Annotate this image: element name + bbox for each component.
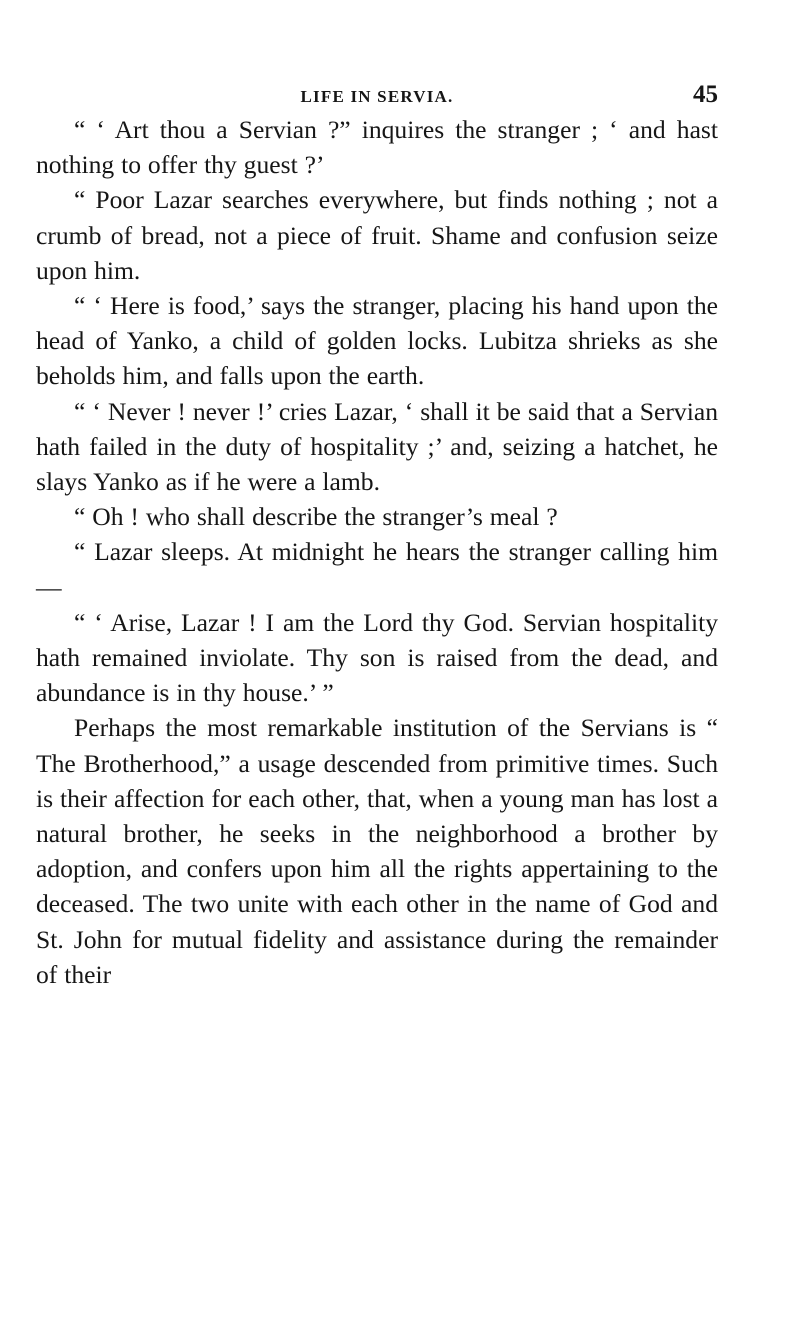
running-title: LIFE IN SERVIA. [300,87,454,106]
paragraph: Perhaps the most remarkable institution of the Servians is “ The Brotherhood,” a usage descended from primitive times. Such is their affection for each other, that, when a young man has lost a natural brother, he seeks in the neighborhood a brother by adoption, and confers upon him all the rights appertaining to the deceased. The two unite with each other in the name of God and St. John for mutual fidelity and assistance during the remainder of their [36,713,718,989]
paragraph: “ Lazar sleeps. At midnight he hears the stranger calling him— [36,537,718,602]
book-page [36,0,718,989]
paragraph: “ ‘ Never ! never !’ cries Lazar, ‘ shall it be said that a Servian hath failed in the duty of hospitality ;’ and, seizing a hatchet, he slays Yanko as if he were a lamb. [36,396,718,497]
paragraph: “ Oh ! who shall describe the stranger’s meal ? [74,502,558,532]
paragraph: “ ‘ Here is food,’ says the stranger, placing his hand upon the head of Yanko, a child of golden locks. Lubitza shrieks as she beholds him, and falls upon the earth. [36,291,718,391]
paragraph: “ ‘ Arise, Lazar ! I am the Lord thy God. Servian hospitality hath remained inviolate. Thy son is raised from the dead, and abundance is in thy house.’ ” [36,607,718,708]
paragraph: “ Poor Lazar searches everywhere, but finds nothing ; not a crumb of bread, not a piece of fruit. Shame and confusion seize upon him. [36,185,718,285]
body-text [36,112,718,992]
page-header [36,0,718,112]
paragraph: “ ‘ Art thou a Servian ?” inquires the stranger ; ‘ and hast nothing to offer thy guest ?’ [36,115,718,180]
page-number: 45 [693,81,718,108]
